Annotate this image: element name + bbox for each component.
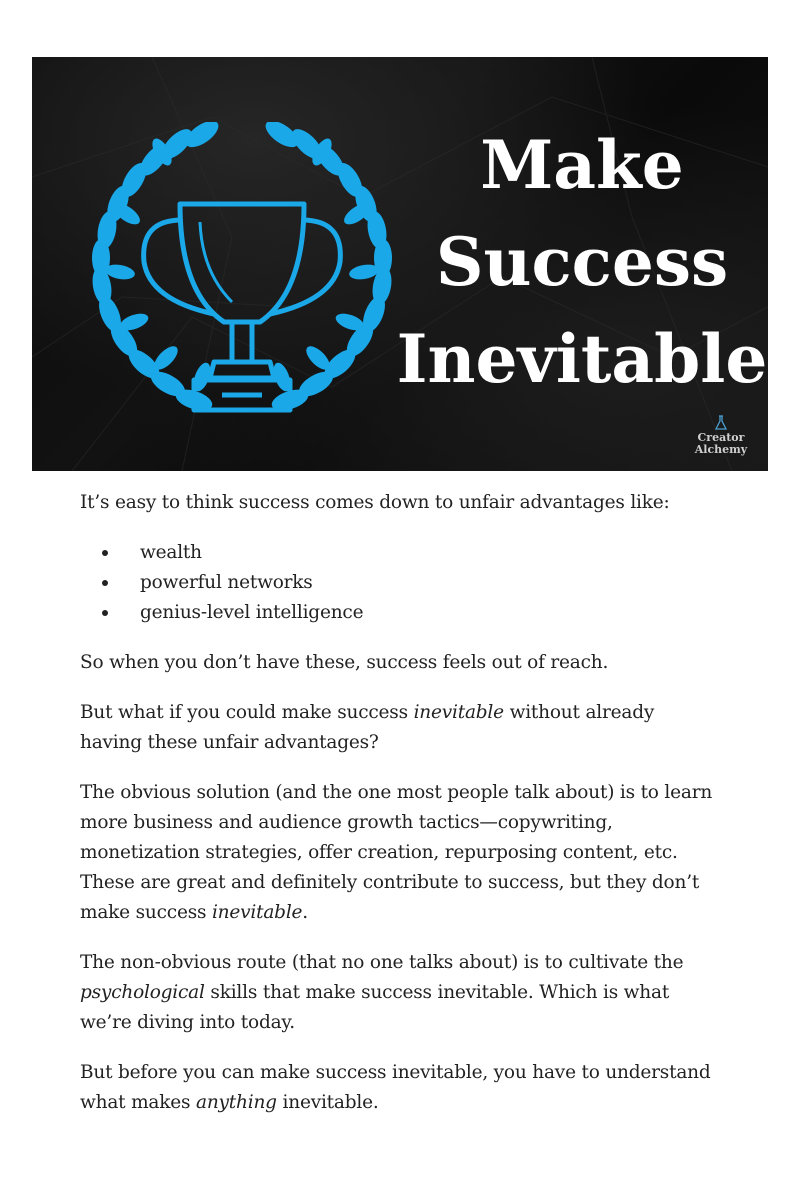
emphasis-text: inevitable <box>211 902 303 923</box>
text-run: The obvious solution (and the one most people talk about) is to learn more business and audience growth tactics—copywriting, monetization strategies, offer creation, repurposing content, etc. These are great and definitely contribute to success, but they don’t make success <box>80 782 713 923</box>
text-run: skills that make success inevitable. Which is what we’re diving into today. <box>80 982 670 1033</box>
emphasis-text: inevitable <box>413 702 504 723</box>
flask-icon <box>714 415 728 431</box>
emphasis-text: psychological <box>80 982 205 1003</box>
closing-paragraph <box>80 1058 720 1118</box>
list-item <box>80 538 720 568</box>
list-item-text: powerful networks <box>140 572 313 593</box>
advantages-list <box>80 538 720 628</box>
hero-title-line: Success <box>435 223 729 301</box>
list-item <box>80 598 720 628</box>
text-run: But before you can make success inevitable, you have to understand what makes <box>80 1062 711 1113</box>
text-run: inevitable. <box>276 1092 379 1113</box>
list-item-text: wealth <box>140 542 202 563</box>
text-run: . <box>302 902 308 923</box>
bullet-icon <box>102 580 108 586</box>
hero-title <box>362 117 768 408</box>
trophy-laurel-icon <box>82 122 402 462</box>
list-item <box>80 568 720 598</box>
brand-logo <box>686 415 756 456</box>
hero-title-line: Make <box>480 126 684 204</box>
intro-paragraph: It’s easy to think success comes down to unfair advantages like: <box>80 492 670 513</box>
list-item-text: genius-level intelligence <box>140 602 364 623</box>
hero-banner <box>32 57 768 471</box>
article-body <box>80 488 720 1138</box>
out-of-reach-paragraph: So when you don’t have these, success feels out of reach. <box>80 652 609 673</box>
brand-name-line: Alchemy <box>694 443 748 456</box>
bullet-icon <box>102 550 108 556</box>
emphasis-text: anything <box>196 1092 277 1113</box>
non-obvious-paragraph <box>80 948 720 1038</box>
obvious-solution-paragraph <box>80 778 720 928</box>
text-run: without already having these unfair advantages? <box>80 702 655 753</box>
bullet-icon <box>102 610 108 616</box>
text-run: The non-obvious route (that no one talks about) is to cultivate the <box>80 952 684 973</box>
brand-name-line: Creator <box>697 431 745 444</box>
question-paragraph <box>80 698 720 758</box>
text-run: But what if you could make success <box>80 702 414 723</box>
hero-title-line: Inevitable <box>396 320 768 398</box>
